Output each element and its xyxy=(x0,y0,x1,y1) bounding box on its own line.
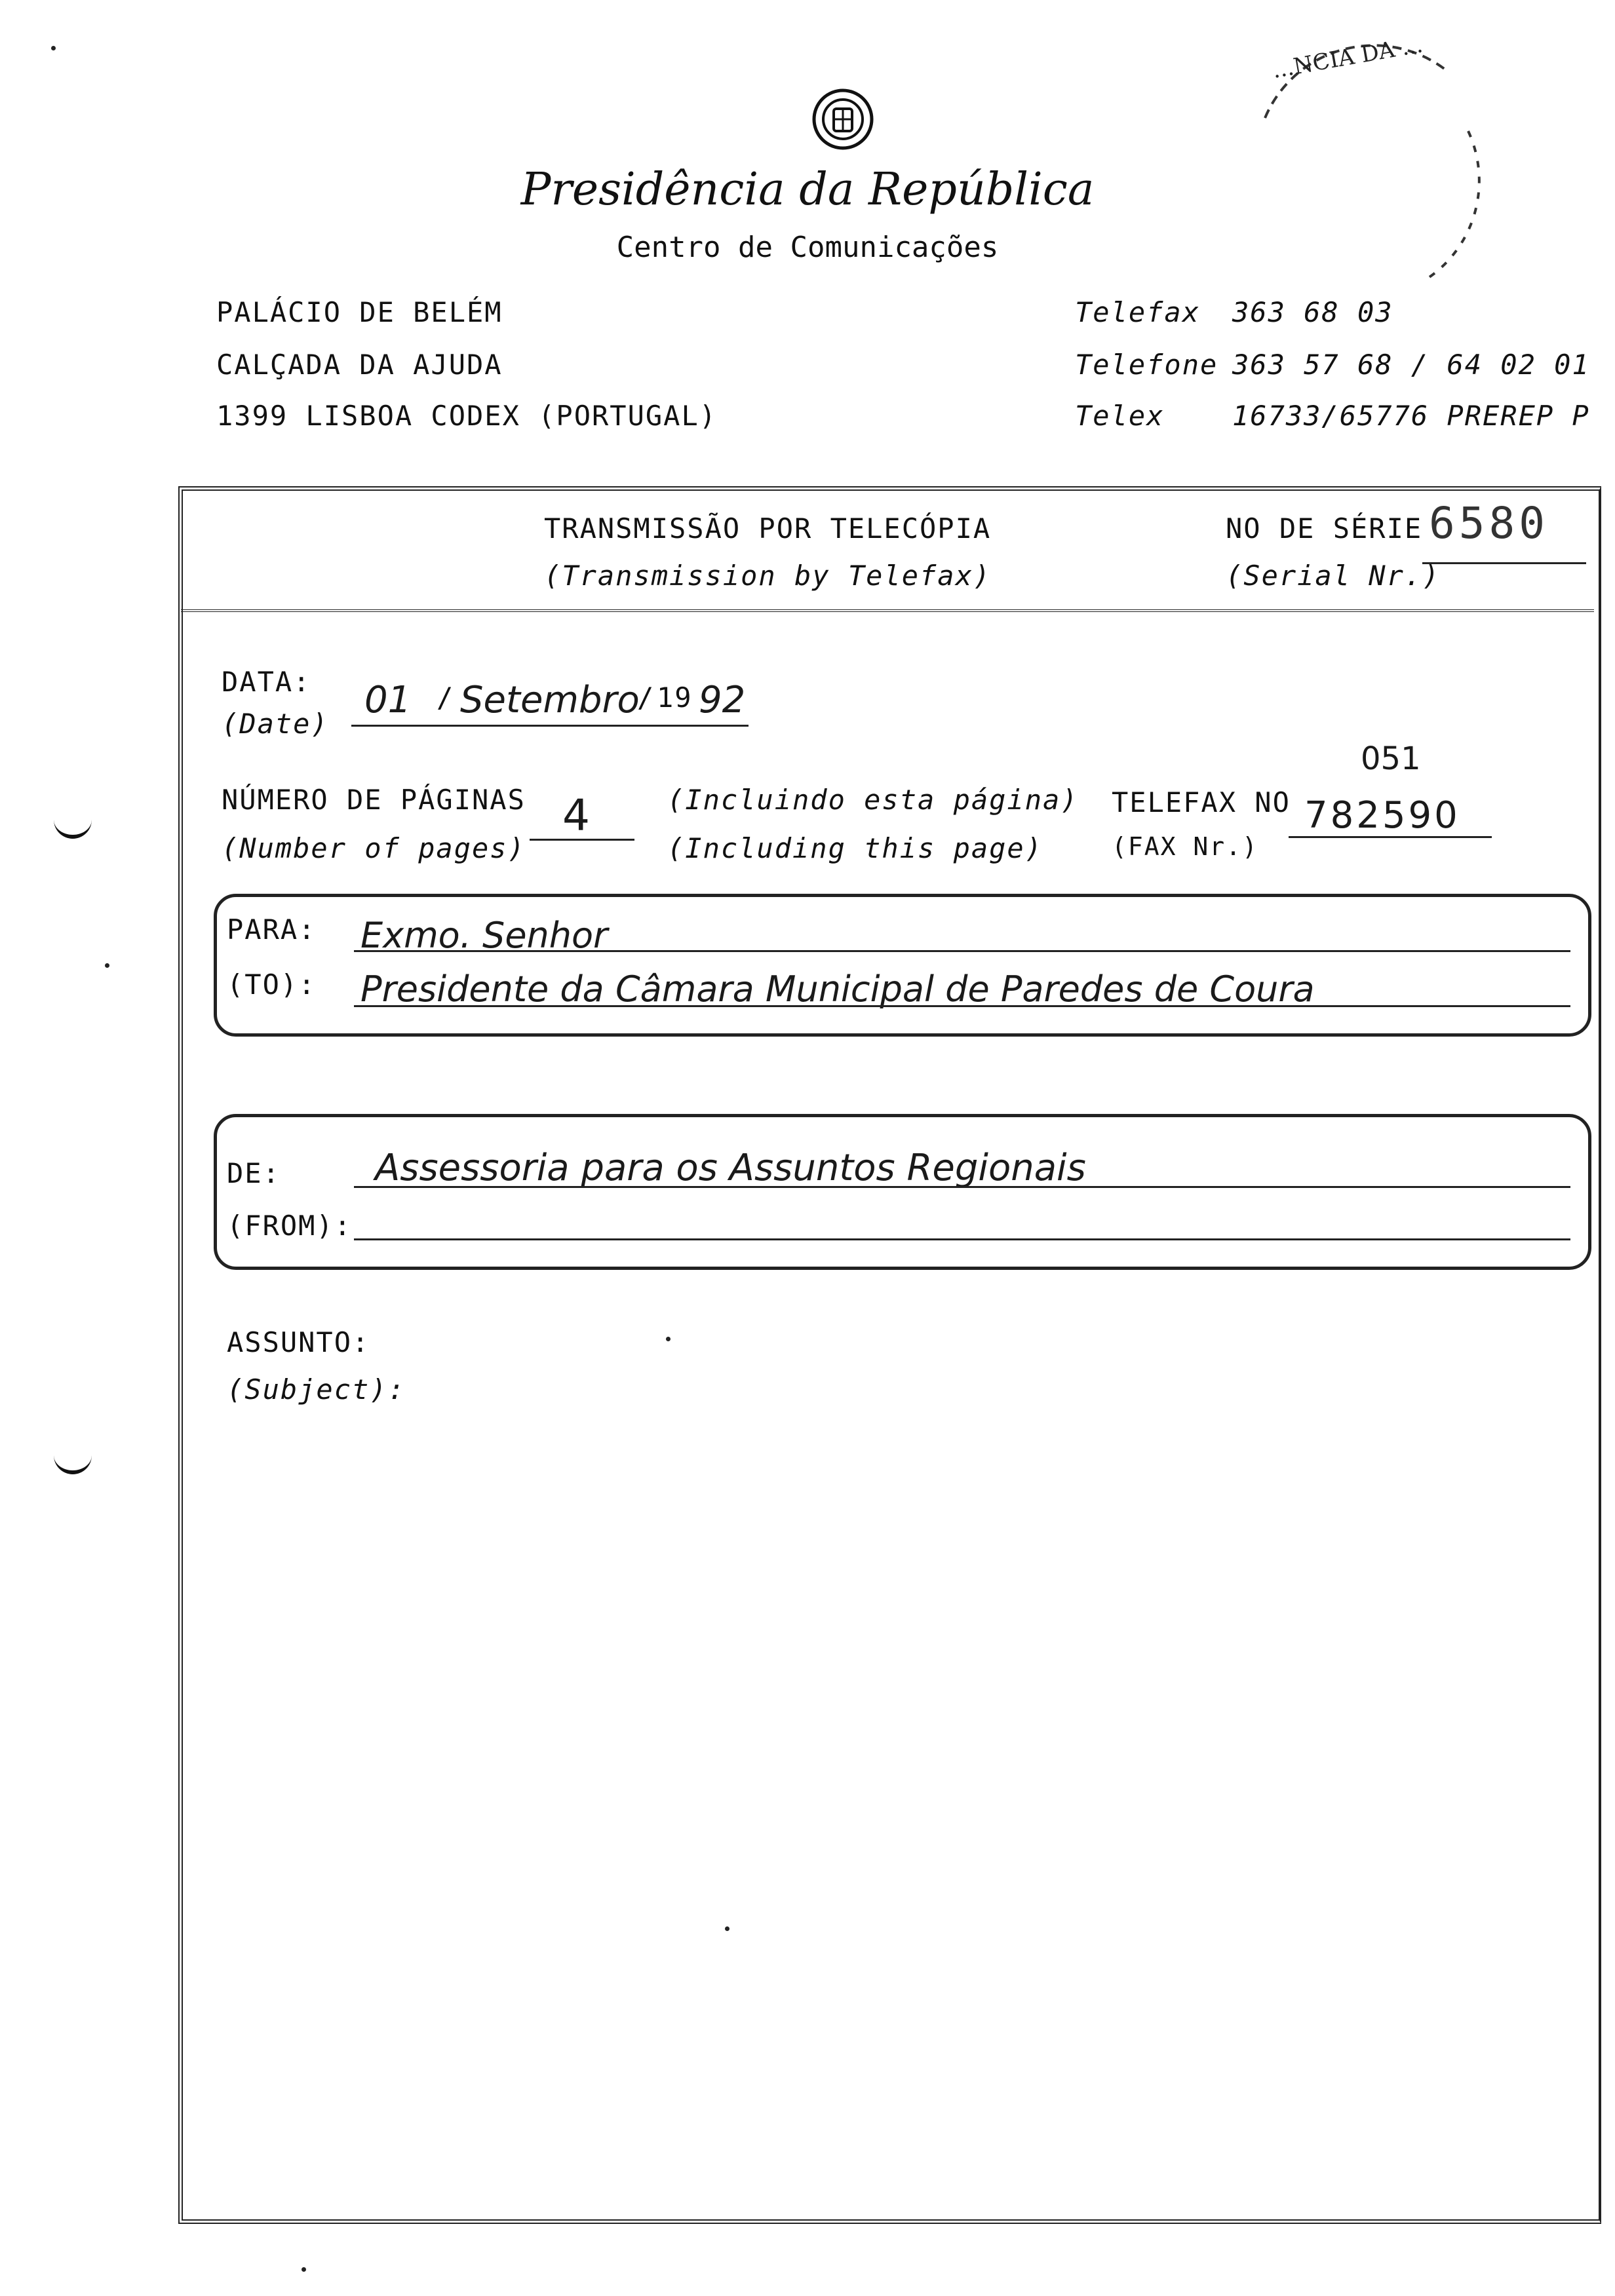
from-underline-1 xyxy=(354,1186,1570,1188)
date-year-suffix: 92 xyxy=(699,679,746,721)
from-line-1: Assessoria para os Assuntos Regionais xyxy=(375,1147,1086,1189)
punch-hole-mark xyxy=(54,813,92,839)
pages-note-en: (Including this page) xyxy=(667,832,1043,864)
pages-label-pt: NÚMERO DE PÁGINAS xyxy=(222,784,526,816)
address-line-1: PALÁCIO DE BELÉM xyxy=(216,296,503,328)
form-title-pt: TRANSMISSÃO POR TELECÓPIA xyxy=(544,512,992,545)
address-line-2: CALÇADA DA AJUDA xyxy=(216,349,503,381)
date-label-pt: DATA: xyxy=(222,666,311,698)
to-line-1: Exmo. Senhor xyxy=(360,915,608,956)
date-month: Setembro xyxy=(460,679,640,721)
date-separator: / xyxy=(437,681,455,714)
telefone-label: Telefone xyxy=(1075,349,1218,381)
date-separator: / xyxy=(637,681,655,714)
telefax-label: Telefax xyxy=(1075,296,1201,328)
pages-value: 4 xyxy=(562,790,590,841)
department-subtitle: Centro de Comunicações xyxy=(616,231,999,264)
fax-label-pt: TELEFAX NO xyxy=(1112,786,1291,818)
date-label-en: (Date) xyxy=(222,708,329,740)
to-underline-1 xyxy=(354,950,1570,952)
address-line-3: 1399 LISBOA CODEX (PORTUGAL) xyxy=(216,400,718,432)
to-line-2: Presidente da Câmara Municipal de Paredes de Coura xyxy=(360,968,1315,1010)
form-title-en: (Transmission by Telefax) xyxy=(544,560,992,592)
to-label-en: (TO): xyxy=(227,968,317,1001)
serial-label-pt: NO DE SÉRIE xyxy=(1226,512,1423,545)
telex-label: Telex xyxy=(1075,400,1165,432)
pages-label-en: (Number of pages) xyxy=(222,832,526,864)
sender-box xyxy=(214,1114,1591,1270)
subject-label-pt: ASSUNTO: xyxy=(227,1326,370,1358)
scan-speck xyxy=(105,963,109,968)
fax-prefix: 051 xyxy=(1361,740,1421,777)
to-underline-2 xyxy=(354,1005,1570,1007)
stamp-text: ...NCIA DA ... xyxy=(1270,31,1425,84)
serial-number: 6580 xyxy=(1429,498,1549,548)
fax-label-en: (FAX Nr.) xyxy=(1112,832,1258,861)
coat-of-arms-emblem xyxy=(810,85,876,153)
serial-label-en: (Serial Nr.) xyxy=(1226,560,1441,592)
date-year-prefix: 19 xyxy=(657,681,693,714)
form-header-divider xyxy=(181,609,1594,612)
date-underline xyxy=(351,725,749,727)
scan-speck xyxy=(302,2267,306,2272)
pages-note-pt: (Incluindo esta página) xyxy=(667,784,1079,816)
from-label-pt: DE: xyxy=(227,1157,281,1189)
pages-underline xyxy=(530,839,634,841)
to-label-pt: PARA: xyxy=(227,913,317,946)
round-stamp xyxy=(1226,33,1514,321)
from-underline-2 xyxy=(354,1238,1570,1240)
telefone-value: 363 57 68 / 64 02 01 xyxy=(1232,349,1590,381)
from-label-en: (FROM): xyxy=(227,1210,353,1242)
date-day: 01 xyxy=(364,679,412,721)
institution-title: Presidência da República xyxy=(520,164,1095,216)
fax-number: 782590 xyxy=(1304,794,1460,837)
punch-hole-mark xyxy=(54,1448,92,1474)
telex-value: 16733/65776 PREREP P xyxy=(1232,400,1590,432)
scan-speck xyxy=(51,46,56,50)
serial-underline xyxy=(1422,562,1586,564)
telefax-value: 363 68 03 xyxy=(1232,296,1393,328)
fax-underline xyxy=(1289,836,1492,838)
subject-label-en: (Subject): xyxy=(227,1373,406,1406)
